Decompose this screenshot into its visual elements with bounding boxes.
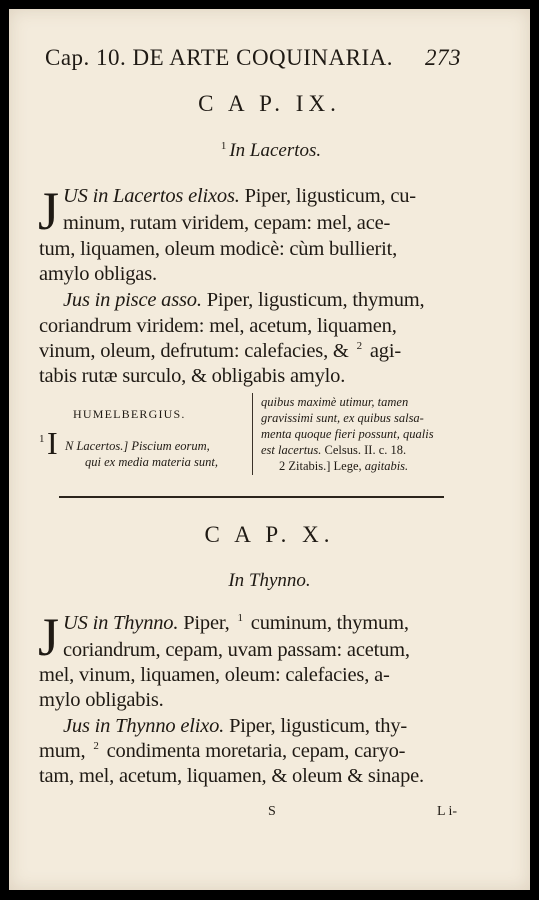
recipe-line	[63, 612, 409, 635]
note-mark: 1	[220, 140, 227, 152]
recipe-line: tabis rutæ surculo, & obligabis amylo.	[39, 365, 346, 387]
running-head-title: Cap. 10. DE ARTE COQUINARIA.	[45, 45, 394, 70]
recipe-title: US in Thynno.	[63, 612, 179, 634]
recipe-text: Piper, ligusticum, cu-	[244, 185, 416, 207]
catchword: L i-	[437, 804, 458, 819]
recipe-line: tum, liquamen, oleum modicè: cùm bullierit,	[39, 238, 398, 260]
chapter-ix-subtitle	[9, 140, 530, 162]
note-line: quibus maximè utimur, tamen	[261, 395, 409, 409]
recipe-line	[63, 289, 424, 312]
page-number: 273	[425, 45, 461, 70]
recipe-text: Piper, ligusticum, thy-	[229, 715, 407, 737]
recipe-line: coriandrum viridem: mel, acetum, liquamen,	[39, 315, 397, 337]
recipe-text: Piper,	[183, 612, 230, 634]
recipe-line: minum, rutam viridem, cepam: mel, ace-	[63, 212, 391, 234]
recipe-title: Jus in pisce asso.	[63, 289, 202, 311]
note-line	[261, 443, 406, 458]
running-head	[45, 45, 461, 71]
note-reference: Celsus. II. c. 18.	[324, 443, 407, 457]
recipe-line	[63, 185, 416, 208]
signature-mark: S	[268, 804, 276, 819]
column-divider	[252, 393, 253, 475]
recipe-line: coriandrum, cepam, uvam passam: acetum,	[63, 639, 410, 661]
note-text: agitabis.	[364, 459, 409, 473]
recipe-text: condimenta moretaria, cepam, caryo-	[106, 740, 406, 762]
book-page	[9, 9, 530, 890]
chapter-x-heading: C A P. X.	[204, 522, 335, 547]
recipe-line: tam, mel, acetum, liquamen, & oleum & sinape.	[39, 765, 424, 787]
recipe-text: Piper, ligusticum, thymum,	[206, 289, 425, 311]
note-line: qui ex media materia sunt,	[85, 455, 218, 469]
note-line: menta quoque fieri possunt, qualis	[261, 427, 434, 441]
recipe-text: mum,	[39, 740, 86, 762]
note-mark: 2	[356, 340, 362, 352]
chapter-ix-heading: C A P. IX.	[198, 91, 341, 116]
recipe-line	[63, 715, 407, 738]
recipe-text: cuminum, thymum,	[250, 612, 409, 634]
subtitle-text: In Lacertos.	[229, 140, 322, 161]
note-mark: 1	[237, 612, 243, 624]
note-mark: 2	[93, 740, 99, 752]
recipe-title: US in Lacertos elixos.	[63, 185, 240, 207]
recipe-line: mylo obligabis.	[39, 689, 164, 711]
chapter-x-subtitle: In Thynno.	[228, 570, 311, 591]
recipe-title: Jus in Thynno elixo.	[63, 715, 225, 737]
note-mark: 1	[39, 433, 45, 445]
note-line: gravissimi sunt, ex quibus salsa-	[261, 411, 424, 425]
recipe-line	[39, 740, 405, 763]
recipe-line: mel, vinum, liquamen, oleum: calefacies, a-	[39, 664, 390, 686]
recipe-text: agi-	[369, 340, 401, 362]
note-text: Lege,	[333, 459, 362, 473]
note-text: 2 Zitabis.]	[279, 459, 331, 473]
recipe-line: amylo obligas.	[39, 263, 157, 285]
note-drop-cap: I	[47, 425, 58, 461]
recipe-text: vinum, oleum, defrutum: calefacies, &	[39, 340, 349, 362]
recipe-line	[39, 340, 401, 363]
drop-cap: J	[38, 181, 60, 241]
note-text: est lacertus.	[261, 443, 322, 457]
commentator-name: HUMELBERGIUS.	[73, 407, 186, 421]
note-line	[279, 459, 408, 474]
drop-cap: J	[38, 607, 60, 667]
note-line: N Lacertos.] Piscium eorum,	[65, 439, 210, 453]
section-divider	[59, 496, 444, 498]
